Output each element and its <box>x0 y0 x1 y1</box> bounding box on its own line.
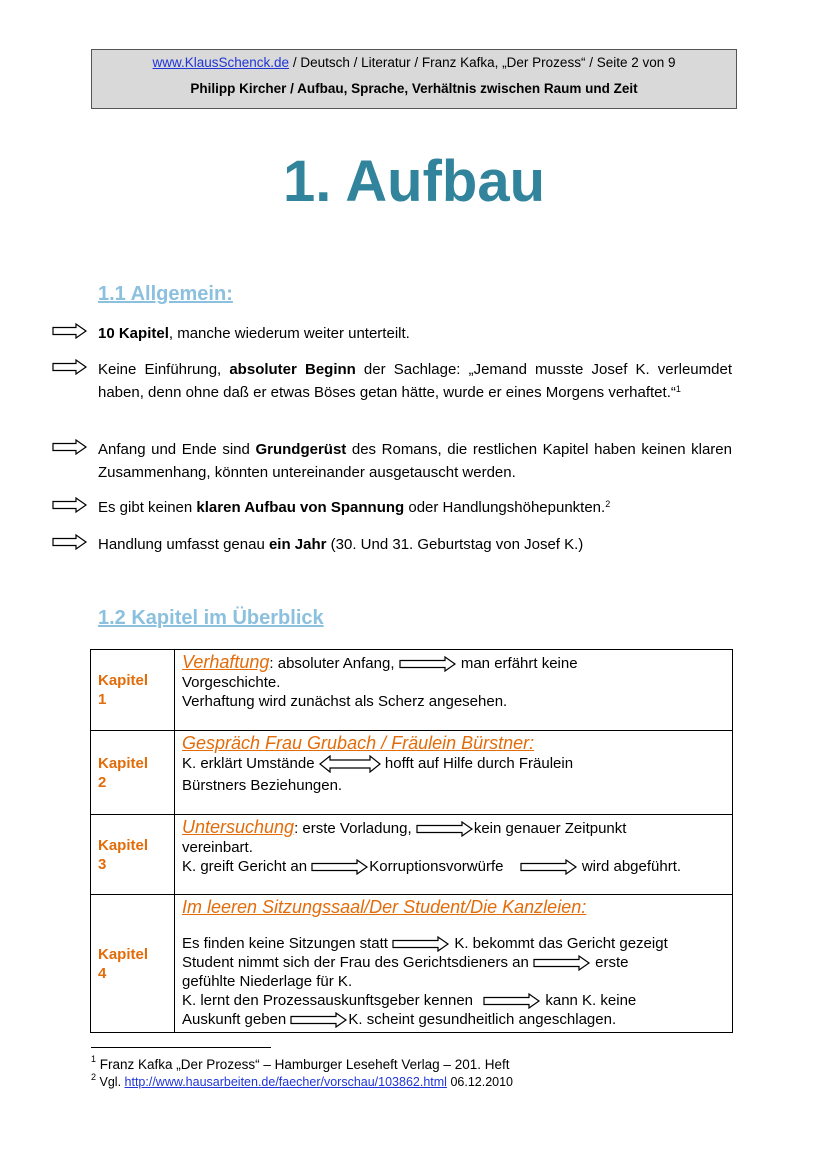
bullet-text: Handlung umfasst genau ein Jahr (30. Und 31. Geburtstag von Josef K.) <box>98 536 584 553</box>
header-path: / Deutsch / Literatur / Franz Kafka, „Der Prozess“ / Seite 2 von 9 <box>292 55 676 70</box>
arrow-right-icon <box>520 859 578 875</box>
arrow-right-icon <box>416 821 474 837</box>
chapter-table <box>90 649 733 1033</box>
chapter-title: Untersuchung <box>182 817 295 837</box>
arrow-right-icon <box>52 439 88 455</box>
bullet-item <box>52 322 732 345</box>
bullet-item <box>52 358 732 404</box>
arrow-right-icon <box>311 859 369 875</box>
table-row <box>91 731 733 815</box>
arrow-right-icon <box>392 936 450 952</box>
arrow-right-icon <box>52 359 88 375</box>
table-row <box>91 895 733 1033</box>
section-heading-kapitel: 1.2 Kapitel im Überblick <box>98 607 324 629</box>
header-path-line <box>92 55 736 70</box>
footnote-ref[interactable]: 1 <box>675 384 681 394</box>
double-arrow-icon <box>319 755 381 773</box>
footnote-separator <box>91 1047 271 1048</box>
arrow-right-icon <box>290 1012 348 1028</box>
footnote-ref[interactable]: 2 <box>605 499 611 509</box>
bullet-item <box>52 533 732 556</box>
site-link[interactable]: www.KlausSchenck.de <box>152 55 290 70</box>
chapter-content: Untersuchung: erste Vorladung, kein genauer Zeitpunkt vereinbart. K. greift Gericht an Korruptionsvorwürfe wird abgeführt. <box>175 815 733 895</box>
bullet-item <box>52 438 732 484</box>
arrow-right-icon <box>52 323 88 339</box>
chapter-label: Kapitel 1 <box>91 650 175 731</box>
bullet-text: Anfang und Ende sind Grundgerüst des Romans, die restlichen Kapitel haben keinen klaren Zusammenhang, könnten untereinander ausgetauscht werden. <box>98 441 732 481</box>
bullet-text: Es gibt keinen klaren Aufbau von Spannung oder Handlungshöhepunkten.$^2$ <box>98 499 611 516</box>
footnote-2: $^2$ Vgl. http://www.hausarbeiten.de/faecher/vorschau/103862.html 06.12.2010 <box>91 1072 513 1089</box>
bullet-item <box>52 496 732 519</box>
chapter-content: Im leeren Sitzungssaal/Der Student/Die Kanzleien: Es finden keine Sitzungen statt K. bekommt das Gericht gezeigt Student nimmt sich der Frau des Gerichtsdieners an erste gefühlte Niederlage für K. K. lernt den Prozessauskunftsgeber kennen kann K. keine Auskunft geben K. scheint gesundheitlich angeschlagen. <box>175 895 733 1033</box>
page-title: 1. Aufbau <box>282 149 546 214</box>
footnote-link[interactable]: http://www.hausarbeiten.de/faecher/vorschau/103862.html <box>124 1075 447 1089</box>
arrow-right-icon <box>399 656 457 672</box>
header-subtitle: Philipp Kircher / Aufbau, Sprache, Verhältnis zwischen Raum und Zeit <box>190 81 638 96</box>
page-header <box>91 49 737 109</box>
chapter-label: Kapitel 2 <box>91 731 175 815</box>
arrow-right-icon <box>483 993 541 1009</box>
chapter-title: Gespräch Frau Grubach / Fräulein Bürstner: <box>182 733 535 753</box>
bullet-text: Keine Einführung, absoluter Beginn der Sachlage: „Jemand musste Josef K. verleumdet haben, denn ohne daß er etwas Böses getan hätte, wurde er eines Morgens verhaftet.“$^1$ <box>98 361 732 401</box>
chapter-label: Kapitel 3 <box>91 815 175 895</box>
arrow-right-icon <box>52 497 88 513</box>
table-row <box>91 815 733 895</box>
bullet-text: 10 Kapitel, manche wiederum weiter unterteilt. <box>98 325 410 342</box>
table-row <box>91 650 733 731</box>
chapter-title: Im leeren Sitzungssaal/Der Student/Die Kanzleien: <box>182 897 587 917</box>
arrow-right-icon <box>52 534 88 550</box>
arrow-right-icon <box>533 955 591 971</box>
chapter-content: Verhaftung: absoluter Anfang, man erfährt keine Vorgeschichte. Verhaftung wird zunächst als Scherz angesehen. <box>175 650 733 731</box>
chapter-label: Kapitel 4 <box>91 895 175 1033</box>
chapter-title: Verhaftung <box>182 652 270 672</box>
footnote-1: $^1$ Franz Kafka „Der Prozess“ – Hamburger Leseheft Verlag – 201. Heft <box>91 1054 510 1072</box>
chapter-content: Gespräch Frau Grubach / Fräulein Bürstner: K. erklärt Umstände hofft auf Hilfe durch Fräulein Bürstners Beziehungen. <box>175 731 733 815</box>
section-heading-allgemein: 1.1 Allgemein: <box>98 283 233 305</box>
